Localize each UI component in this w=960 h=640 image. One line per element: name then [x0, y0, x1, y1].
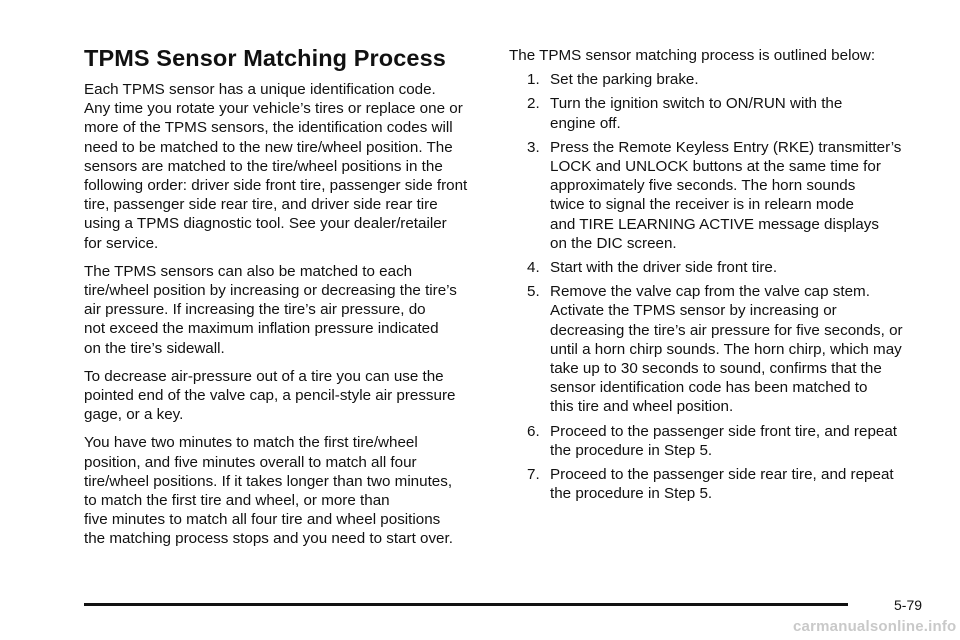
step-number: 3.	[527, 138, 540, 156]
step-text: Proceed to the passenger side rear tire, and repeat the procedure in Step 5.	[550, 466, 894, 503]
steps-list	[509, 70, 929, 503]
step-text: Proceed to the passenger side front tire, and repeat the procedure in Step 5.	[550, 422, 897, 459]
paragraph-decrease-pressure: To decrease air-pressure out of a tire you can use the pointed end of the valve cap, a pencil-style air pressure gage, or a key.	[84, 367, 456, 424]
step-text: Turn the ignition switch to ON/RUN with the engine off.	[550, 95, 843, 132]
step-item	[509, 422, 929, 460]
step-item	[509, 282, 929, 416]
paragraph-time-limits: You have two minutes to match the first tire/wheel position, and five minutes overall to match all four tire/wheel positions. If it takes longer than two minutes, to match the first tire and wheel, or more than five minutes to match all four tire and wheel positions the matching process stops and you need to start over.	[84, 434, 453, 548]
step-text: Press the Remote Keyless Entry (RKE) transmitter’s LOCK and UNLOCK buttons at the same time for approximately five seconds. The horn sounds twice to signal the receiver is in relearn mode and TIRE LEARNING ACTIVE message displays on the DIC screen.	[550, 138, 902, 252]
step-item	[509, 465, 929, 503]
left-column	[84, 44, 494, 558]
step-number: 1.	[527, 71, 540, 89]
steps-intro: The TPMS sensor matching process is outlined below:	[509, 47, 876, 64]
page-number: 5-79	[894, 597, 923, 613]
step-item	[509, 138, 929, 253]
step-text: Remove the valve cap from the valve cap stem. Activate the TPMS sensor by increasing or decreasing the tire’s air pressure for five seconds, or until a horn chirp sounds. The horn chirp, which may take up to 30 seconds to sound, confirms that the sensor identification code has been matched to this tire and wheel position.	[550, 283, 903, 416]
step-number: 2.	[527, 95, 540, 113]
step-text: Start with the driver side front tire.	[550, 259, 778, 277]
step-item	[509, 94, 929, 132]
step-item	[509, 70, 929, 89]
watermark: carmanualsonline.info	[793, 618, 957, 635]
step-number: 6.	[527, 422, 540, 440]
step-number: 5.	[527, 283, 540, 301]
paragraph-air-pressure-matching: The TPMS sensors can also be matched to each tire/wheel position by increasing or decreasing the tire’s air pressure. If increasing the tire’s air pressure, do not exceed the maximum inflation pressure indicated on the tire’s sidewall.	[84, 262, 457, 357]
step-number: 7.	[527, 466, 540, 484]
footer-rule	[84, 603, 848, 606]
step-item	[509, 258, 929, 277]
paragraph-identification-code: Each TPMS sensor has a unique identification code. Any time you rotate your vehicle’s tires or replace one or more of the TPMS sensors, the identification codes will need to be matched to the new tire/wheel position. The sensors are matched to the tire/wheel positions in the following order: driver side front tire, passenger side front tire, passenger side rear tire, and driver side rear tire using a TPMS diagnostic tool. See your dealer/retailer for service.	[84, 81, 468, 252]
step-text: Set the parking brake.	[550, 71, 699, 89]
step-number: 4.	[527, 259, 540, 277]
right-column	[509, 46, 929, 508]
section-heading: TPMS Sensor Matching Process	[84, 45, 446, 71]
